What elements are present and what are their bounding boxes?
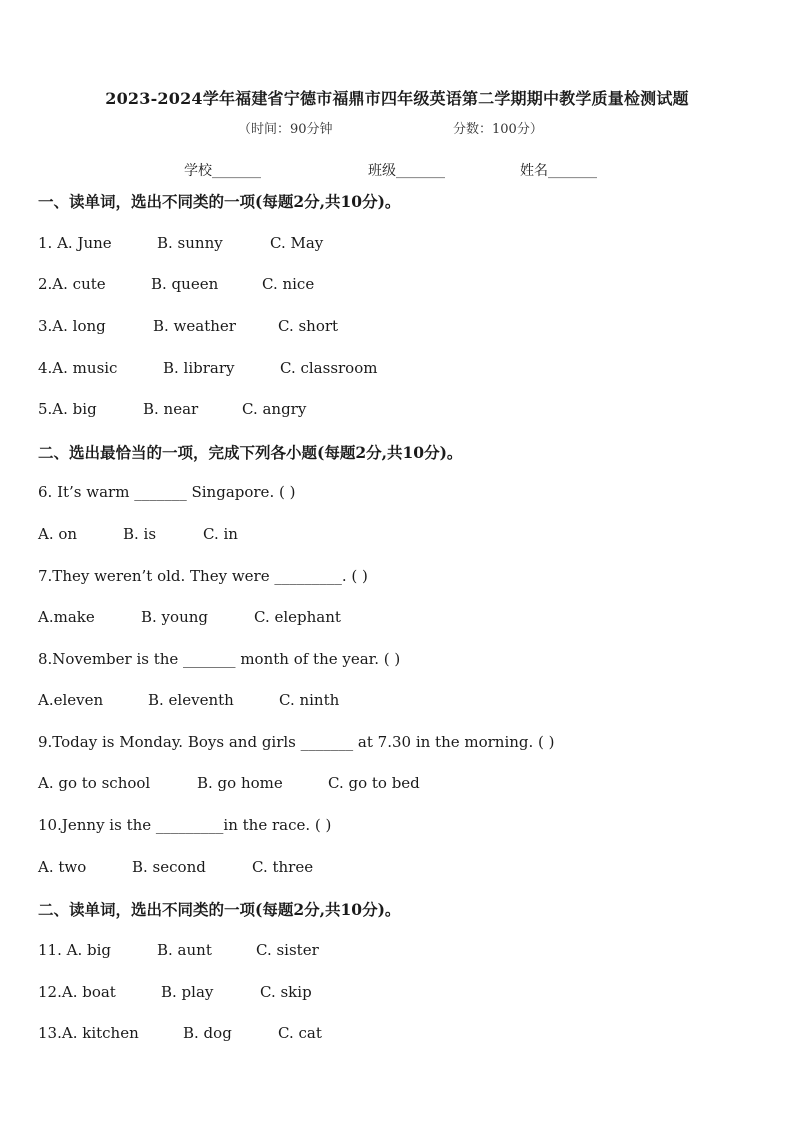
name-field: 姓名_______: [520, 163, 597, 179]
school-field: 学校_______: [184, 163, 261, 179]
item-option-b: B. sunny: [157, 234, 223, 252]
item-option-c: C. nice: [262, 275, 315, 293]
item-option-a: 3.A. long: [38, 317, 106, 335]
question-9: 9.Today is Monday. Boys and girls _______ at 7.30 in the morning. ( ): [38, 733, 555, 751]
section1-item-1: [38, 234, 112, 252]
item-option-c: C. skip: [260, 983, 312, 1001]
q7-option-a: A.make: [38, 608, 95, 626]
item-option-c: C. May: [270, 234, 324, 252]
item-option-b: B. aunt: [157, 941, 212, 959]
q8-option-a: A.eleven: [38, 691, 104, 709]
item-option-b: B. play: [161, 983, 214, 1001]
q10-option-b: B. second: [132, 858, 206, 876]
q10-option-c: C. three: [252, 858, 314, 876]
item-option-c: C. angry: [242, 400, 307, 418]
exam-time: （时间：90分钟: [238, 122, 333, 137]
section1-item-4: [38, 359, 117, 377]
item-option-a: 11. A. big: [38, 941, 111, 959]
q8-option-c: C. ninth: [279, 691, 340, 709]
section3-item-13: [38, 1024, 139, 1042]
section1-item-5: [38, 400, 97, 418]
q6-option-b: B. is: [123, 525, 157, 543]
q7-option-b: B. young: [141, 608, 208, 626]
item-option-b: B. library: [163, 359, 235, 377]
section1-item-2: [38, 275, 106, 293]
item-option-b: B. weather: [153, 317, 236, 335]
q8-option-b: B. eleventh: [148, 691, 234, 709]
class-field: 班级_______: [368, 163, 445, 179]
q9-option-c: C. go to bed: [328, 774, 420, 792]
item-option-c: C. classroom: [280, 359, 378, 377]
item-option-c: C. sister: [256, 941, 319, 959]
item-option-c: C. short: [278, 317, 339, 335]
section1-item-3: [38, 317, 106, 335]
item-option-b: B. queen: [151, 275, 219, 293]
item-option-a: 2.A. cute: [38, 275, 106, 293]
q7-option-c: C. elephant: [254, 608, 341, 626]
item-option-a: 12.A. boat: [38, 983, 116, 1001]
q9-option-a: A. go to school: [38, 774, 151, 792]
section3-heading: 二、读单词，选出不同类的一项(每题2分,共10分)。: [38, 900, 401, 919]
exam-score: 分数：100分）: [453, 122, 543, 137]
section2-heading: 二、选出最恰当的一项，完成下列各小题(每题2分,共10分)。: [38, 443, 463, 462]
question-7: 7.They weren’t old. They were _________. ( ): [38, 567, 368, 585]
section3-item-11: [38, 941, 111, 959]
item-option-a: 13.A. kitchen: [38, 1024, 139, 1042]
item-option-b: B. near: [143, 400, 199, 418]
question-8: 8.November is the _______ month of the year. ( ): [38, 650, 401, 668]
item-option-a: 4.A. music: [38, 359, 118, 377]
item-option-b: B. dog: [183, 1024, 232, 1042]
section3-item-12: [38, 983, 116, 1001]
q10-option-a: A. two: [38, 858, 87, 876]
item-option-a: 5.A. big: [38, 400, 97, 418]
exam-title: 2023-2024学年福建省宁德市福鼎市四年级英语第二学期期中教学质量检测试题: [105, 89, 689, 108]
question-6: 6. It’s warm _______ Singapore. ( ): [38, 483, 296, 501]
q9-option-b: B. go home: [197, 774, 283, 792]
section1-heading: 一、读单词，选出不同类的一项(每题2分,共10分)。: [38, 192, 401, 211]
question-10: 10.Jenny is the _________in the race. ( ): [38, 816, 332, 834]
q6-option-c: C. in: [203, 525, 238, 543]
item-option-c: C. cat: [278, 1024, 322, 1042]
q6-option-a: A. on: [38, 525, 78, 543]
item-option-a: 1. A. June: [38, 234, 112, 252]
